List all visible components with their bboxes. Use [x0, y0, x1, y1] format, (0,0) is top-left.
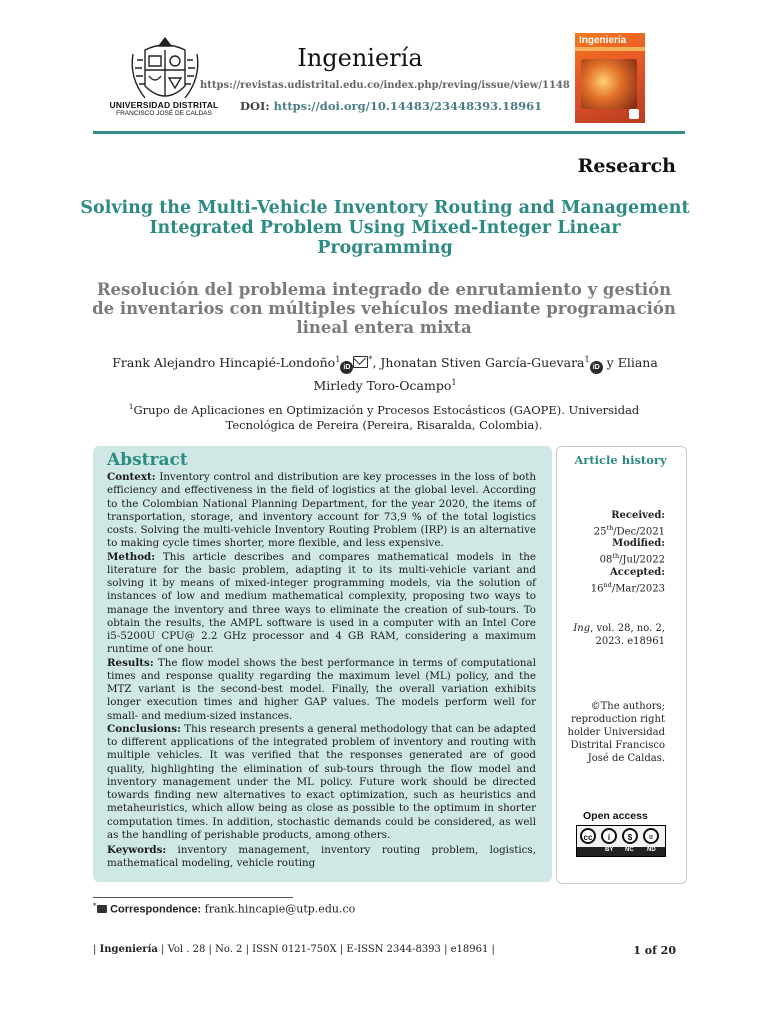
affiliation — [94, 399, 674, 433]
modified-date — [560, 537, 665, 566]
received-date — [560, 509, 665, 538]
received-day: 25 — [593, 526, 607, 538]
method-label: Method: — [107, 550, 156, 563]
modified-suffix: th — [612, 552, 620, 560]
orcid-icon[interactable]: iD — [590, 361, 603, 374]
cover-badge — [629, 109, 639, 119]
correspondence-label: Correspondence: — [110, 903, 202, 916]
citation-rest: , vol. 28, no. 2, 2023. e18961 — [590, 623, 665, 647]
doi-link[interactable]: https://doi.org/10.14483/23448393.18961 — [273, 99, 543, 113]
citation-journal: Ing — [573, 623, 591, 634]
author-2-affil: 1 — [584, 354, 590, 364]
copyright-note: ©The authors; reproduction right holder Universidad Distrital Francisco José de Caldas. — [567, 701, 665, 764]
author-list — [100, 351, 670, 394]
footer-eissn: E-ISSN 2344-8393 — [346, 944, 441, 955]
method-text: This article describes and compares mathematical models in the literature for the basic problem, adapting it to its multi-vehicle variant and solving it by means of mixed-integer programming models, via the solution of instances of low and medium mathematical complexity, proposing two ways to manage the inventory and three ways to eliminate the creation of sub-tours. To obtain the results, the AMPL software is used in a computer with an Intel Core i5-5200U CPU@ 2.2 GHz processor and 4 GB RAM, considering a maximum runtime of one hour. — [107, 550, 536, 656]
journal-cover-image — [575, 33, 645, 123]
affiliation-text: Grupo de Aplicaciones en Optimización y Procesos Estocásticos (GAOPE). Universidad Tecnológica de Pereira (Pereira, Risaralda, Colombia). — [133, 402, 640, 432]
abstract-heading: Abstract — [107, 450, 188, 470]
university-name: UNIVERSIDAD DISTRITAL — [109, 100, 219, 110]
received-label: Received: — [611, 510, 665, 521]
university-subname: FRANCISCO JOSÉ DE CALDAS — [116, 110, 212, 117]
citation — [560, 622, 665, 648]
article-title-english: Solving the Multi-Vehicle Inventory Routing and Management Integrated Problem Using Mixed-Integer Linear Programming — [80, 198, 690, 258]
abstract-conclusions — [107, 723, 536, 842]
conclusions-text: This research presents a general methodology that can be adapted to different applications of the integrated problem of inventory and routing with multiple vehicles. It was verified that the responses generated are of good quality, highlighting the elimination of sub-tours through the flow model and inventory management under the ML policy. Future work should be directed towards finding new alternatives to exact optimization, such as heuristics and metaheuristics, which allow being as close as possible to the optimum in shorter computation times. In addition, stochastic demands could be considered, as well as the handling of perishable products, among others. — [107, 722, 536, 841]
doi-label: DOI: — [240, 99, 270, 113]
author-1-corresponding-mark: * — [368, 354, 373, 364]
correspondence-footnote — [93, 901, 355, 916]
footer-volume: Vol . 28 — [167, 944, 206, 955]
envelope-icon — [97, 905, 107, 913]
section-label: Research — [577, 155, 676, 177]
author-3-name: y Eliana Mirledy Toro-Ocampo — [313, 355, 658, 394]
creative-commons-license-badge[interactable] — [576, 825, 666, 857]
journal-title: Ingeniería — [297, 44, 423, 72]
keywords — [107, 844, 536, 871]
article-history-heading: Article history — [574, 453, 667, 467]
accepted-rest: /Mar/2023 — [611, 583, 665, 595]
context-label: Context: — [107, 471, 156, 483]
article-title-spanish: Resolución del problema integrado de enrutamiento y gestión de inventarios con múltiples vehículos mediante programación lineal entera mixta — [92, 280, 676, 337]
results-label: Results: — [107, 656, 154, 669]
footer-issn: ISSN 0121-750X — [252, 944, 337, 955]
footnote-divider — [93, 897, 293, 898]
cover-title: Ingeniería — [579, 35, 627, 46]
cc-by-label: BY — [605, 847, 614, 853]
author-1-affil: 1 — [335, 354, 341, 364]
received-rest: /Dec/2021 — [613, 526, 665, 538]
cover-illustration — [581, 59, 637, 109]
modified-day: 08 — [599, 554, 613, 566]
cc-nc-label: NC — [625, 847, 634, 853]
doi-line — [240, 99, 542, 113]
conclusions-label: Conclusions: — [107, 722, 181, 735]
page-footer: | Ingeniería | Vol . 28 | No. 2 | ISSN 0121-750X | E-ISSN 2344-8393 | e18961 | — [93, 944, 495, 955]
header-divider — [93, 131, 685, 134]
accepted-day: 16 — [590, 583, 604, 595]
author-3-affil: 1 — [451, 377, 457, 388]
noderivatives-icon: = — [643, 828, 659, 844]
cc-icon: cc — [580, 828, 596, 844]
abstract-body — [107, 471, 536, 842]
footer-journal: Ingeniería — [99, 944, 158, 955]
open-access-label: Open access — [583, 810, 648, 822]
cc-nd-label: ND — [647, 847, 656, 853]
person-icon: i — [601, 828, 617, 844]
modified-label: Modified: — [612, 538, 665, 549]
keywords-text: inventory management, inventory routing problem, logistics, mathematical modeling, vehicle routing — [107, 844, 536, 870]
noncommercial-icon: $ — [622, 828, 638, 844]
affiliation-number: 1 — [128, 402, 134, 411]
corr-star: * — [93, 901, 97, 910]
correspondence-email[interactable]: frank.hincapie@utp.edu.co — [201, 902, 356, 916]
abstract-method — [107, 551, 536, 657]
accepted-date — [560, 566, 665, 595]
accepted-suffix: nd — [603, 581, 612, 589]
context-text: Inventory control and distribution are key processes in the loss of both efficiency and effectiveness in the field of logistics at the global level. According to the Colombian National Planning Department, for the year 2020, the items of transportation, storage, and inventory account for 73,9 % of the total logistics costs. Solving the multi-vehicle Inventory Routing Problem (IRP) is an alternative to making cycle times shorter, more flexible, and less expensive. — [107, 471, 536, 550]
results-text: The flow model shows the best performance in terms of computational times and response quality regarding the maximum level (ML) policy, and the MTZ variant is the second-best model. Finally, the overall variation exhibits longer execution times and higher GAP values. The models perform well for small- and medium-sized instances. — [107, 656, 536, 722]
footer-number: No. 2 — [215, 944, 243, 955]
email-icon[interactable] — [353, 356, 368, 368]
abstract-results — [107, 657, 536, 723]
author-1-name: Frank Alejandro Hincapié-Londoño — [112, 355, 336, 371]
orcid-icon[interactable]: iD — [340, 361, 353, 374]
footer-eid: e18961 — [450, 944, 489, 955]
keywords-label: Keywords: — [107, 844, 167, 856]
abstract-context — [107, 471, 536, 551]
author-2-name: , Jhonatan Stiven García-Guevara — [372, 355, 585, 371]
cover-band — [575, 47, 645, 51]
journal-issue-link[interactable]: https://revistas.udistrital.edu.co/index.php/reving/issue/view/1148 — [200, 80, 570, 91]
received-suffix: th — [606, 524, 614, 532]
modified-rest: /Jul/2022 — [619, 554, 665, 566]
accepted-label: Accepted: — [610, 567, 665, 578]
page-number: 1 of 20 — [633, 944, 676, 957]
